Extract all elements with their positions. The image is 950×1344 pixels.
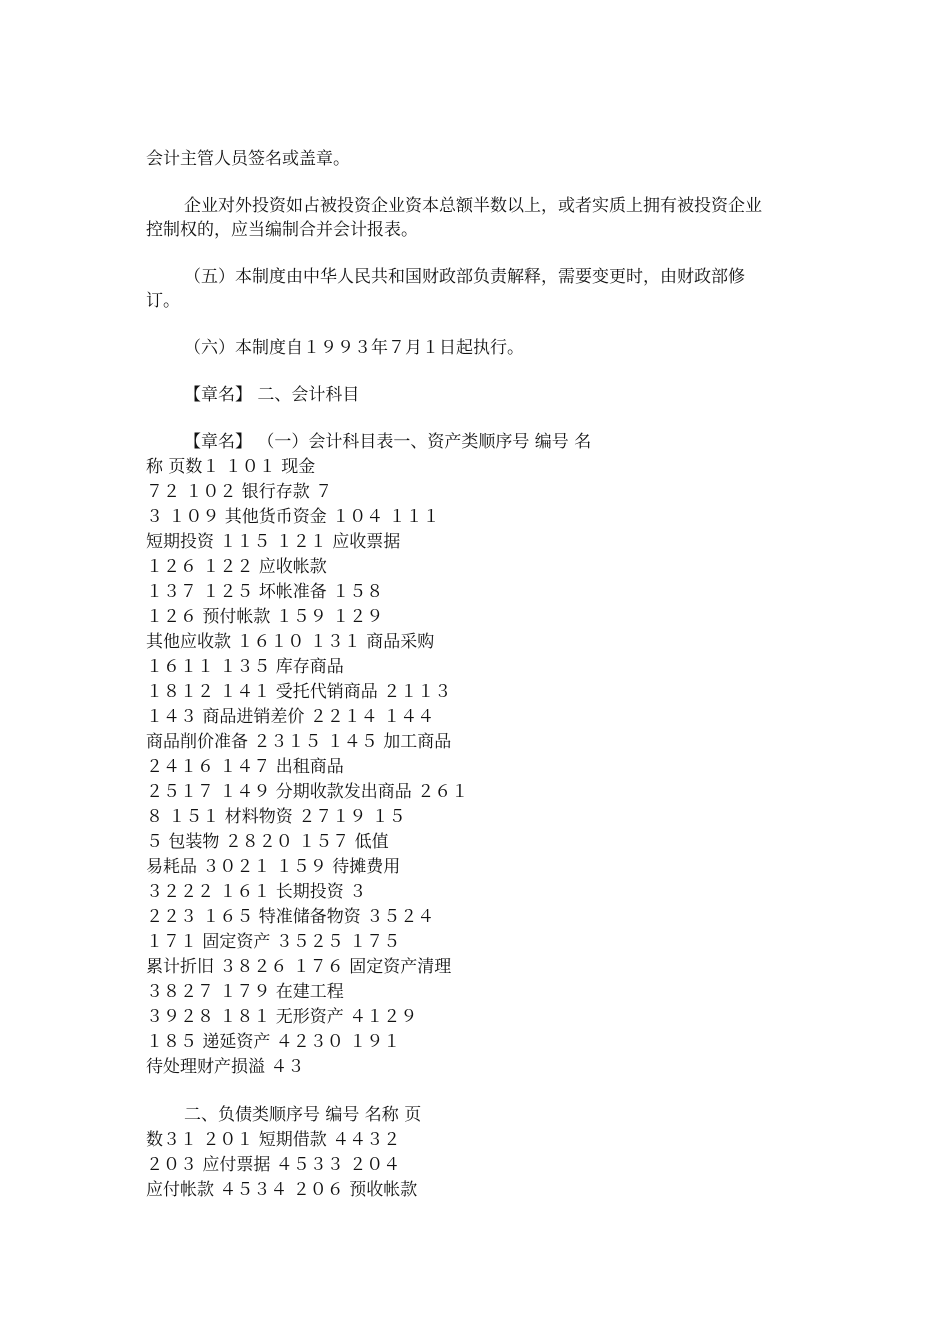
paragraph-signature-note: 会计主管人员签名或盖章。 — [146, 149, 350, 169]
list-line: ３８２７ １７９ 在建工程 — [146, 982, 344, 1002]
list-line: １３７ １２５ 坏帐准备 １５８ — [146, 582, 384, 602]
paragraph-interpretation-clause: （五）本制度由中华人民共和国财政部负责解释，需要变更时，由财政部修订。 — [146, 267, 745, 311]
list-line: １６１１ １３５ 库存商品 — [146, 657, 344, 677]
list-line: ５ 包装物 ２８２０ １５７ 低值 — [146, 832, 389, 852]
list-line: １２６ １２２ 应收帐款 — [146, 557, 327, 577]
list-line: 应付帐款 ４５３４ ２０６ 预收帐款 — [146, 1180, 418, 1200]
list-line: ２４１６ １４７ 出租商品 — [146, 757, 344, 777]
list-line: 其他应收款 １６１０ １３１ 商品采购 — [146, 632, 435, 652]
list-line: １８５ 递延资产 ４２３０ １９１ — [146, 1032, 401, 1052]
document-page — [146, 147, 766, 1203]
list-line: ２５１７ １４９ 分期收款发出商品 ２６１ — [146, 782, 469, 802]
list-line: ７２ １０２ 银行存款 ７ — [146, 482, 333, 502]
list-line: 短期投资 １１５ １２１ 应收票据 — [146, 532, 401, 552]
list-line: 【章名】 （一）会计科目表一、资产类顺序号 编号 名 — [184, 432, 592, 452]
list-line: １２６ 预付帐款 １５９ １２９ — [146, 607, 384, 627]
list-line: 易耗品 ３０２１ １５９ 待摊费用 — [146, 857, 401, 877]
paragraph-effective-date: （六）本制度自１９９３年７月１日起执行。 — [184, 338, 524, 358]
list-line: 称 页数１ １０１ 现金 — [146, 457, 316, 477]
list-line: １７１ 固定资产 ３５２５ １７５ — [146, 932, 401, 952]
paragraph-consolidation-rule: 企业对外投资如占被投资企业资本总额半数以上，或者实质上拥有被投资企业控制权的，应当编制合并会计报表。 — [146, 196, 762, 240]
list-line: ３２２２ １６１ 长期投资 ３ — [146, 882, 367, 902]
asset-accounts-list — [146, 430, 766, 1080]
list-line: 数３１ ２０１ 短期借款 ４４３２ — [146, 1130, 401, 1150]
list-line: 二、负债类顺序号 编号 名称 页 — [184, 1105, 422, 1125]
list-line: ３９２８ １８１ 无形资产 ４１２９ — [146, 1007, 418, 1027]
list-line: 商品削价准备 ２３１５ １４５ 加工商品 — [146, 732, 452, 752]
list-line: １８１２ １４１ 受托代销商品 ２１１３ — [146, 682, 452, 702]
list-line: ８ １５１ 材料物资 ２７１９ １５ — [146, 807, 406, 827]
list-line: ３ １０９ 其他货币资金 １０４ １１１ — [146, 507, 440, 527]
chapter-heading: 【章名】 二、会计科目 — [184, 385, 360, 405]
list-line: ２０３ 应付票据 ４５３３ ２０４ — [146, 1155, 401, 1175]
list-line: 累计折旧 ３８２６ １７６ 固定资产清理 — [146, 957, 452, 977]
list-line: １４３ 商品进销差价 ２２１４ １４４ — [146, 707, 435, 727]
list-line: 待处理财产损溢 ４３ — [146, 1057, 305, 1077]
list-line: ２２３ １６５ 特准储备物资 ３５２４ — [146, 907, 435, 927]
liability-accounts-list — [146, 1103, 766, 1203]
